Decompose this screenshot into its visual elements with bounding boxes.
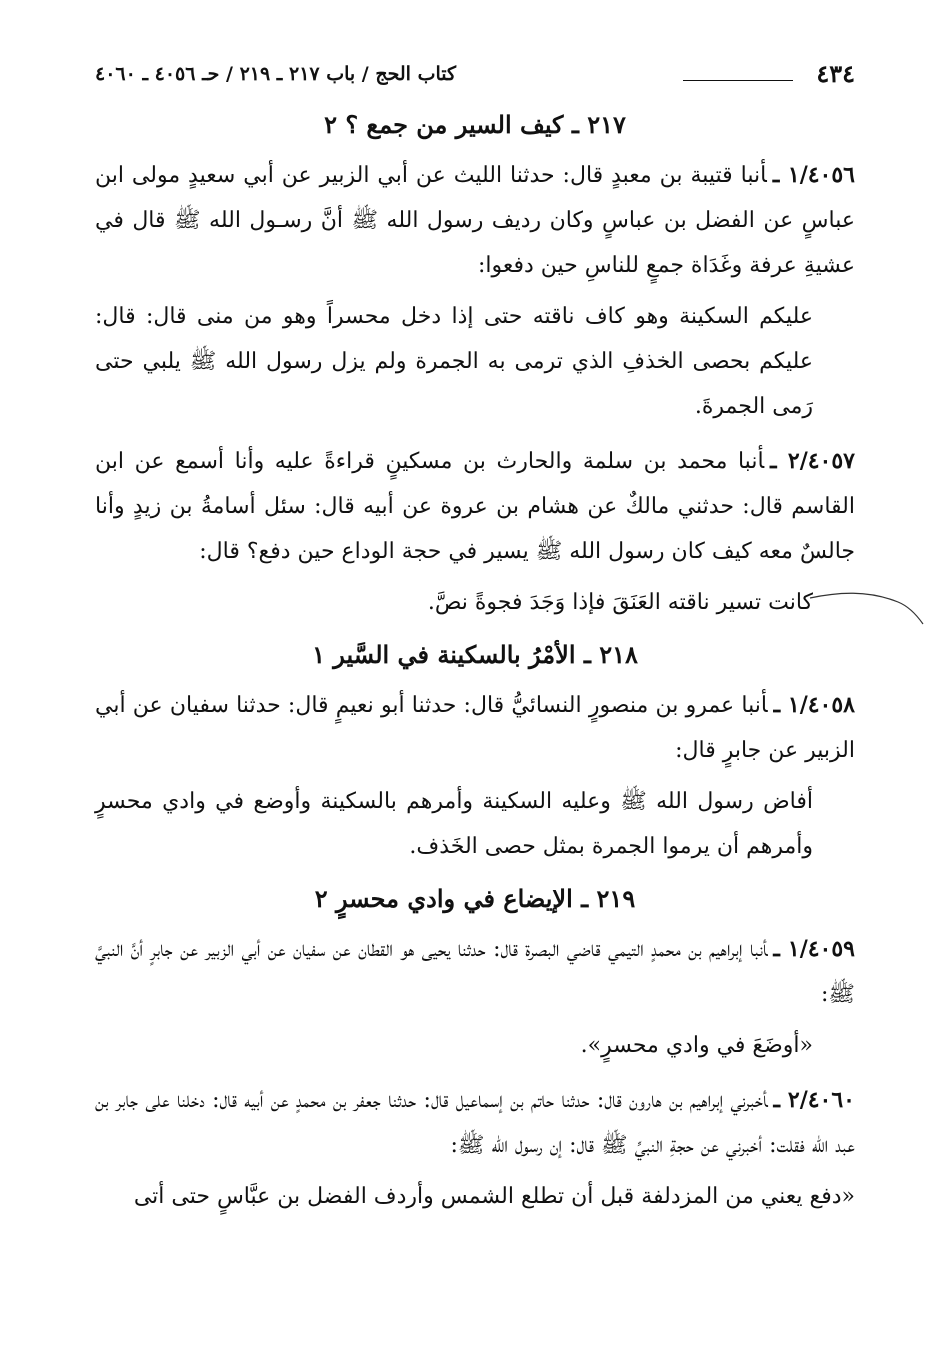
chapter-heading-218: ٢١٨ ـ الأمْرُ بالسكينة في السَّير ١ <box>312 640 638 669</box>
hadith-4057-matn: كانت تسير ناقته العَنَقَ فإذا وَجَدَ فجوةً نصَّ. <box>427 590 813 615</box>
hadith-4060-isnad <box>95 1078 855 1168</box>
isnad-text: أنبا محمد بن سلمة والحارث بن مسكينٍ قراءةً عليه وأنا أسمع عن ابن القاسم قال: حدثني مالكٌ عن هشام بن عروة عن أبيه قال: سئل أسامةُ بن زيدٍ وأنا جالسٌ معه كيف كان رسول الله ﷺ يسير في حجة الوداع حين دفع؟ قال: <box>95 449 855 564</box>
hadith-number: ١/٤٠٥٦ ـ <box>772 162 855 188</box>
hadith-4056-matn: عليكم السكينة وهو كاف ناقته حتى إذا دخل محسراً وهو من منى قال: قال: عليكم بحصى الخذفِ الذي ترمى به الجمرة ولم يزل رسول الله ﷺ يلبي حتى رَمى الجمرةَ. <box>95 304 813 419</box>
hadith-4056-isnad <box>95 153 855 288</box>
header-rule <box>683 80 793 81</box>
page-number: ٤٣٤ <box>816 59 855 88</box>
hadith-number: ٢/٤٠٥٧ ـ <box>770 448 855 474</box>
running-header <box>95 58 855 98</box>
hadith-number: ٢/٤٠٦٠ ـ <box>773 1087 855 1113</box>
hadith-4057-isnad <box>95 439 855 574</box>
chapter-heading-219: ٢١٩ ـ الإيضاع في وادي محسرٍ ٢ <box>314 884 636 913</box>
hadith-4058-isnad <box>95 683 855 773</box>
page-body <box>95 105 855 1229</box>
isnad-text: أخبرني إبراهيم بن هارون قال: حدثنا حاتم بن إسماعيل قال: حدثنا جعفر بن محمدٍ عن أبيه قال: دخلنا على جابر بن عبد الله فقلت: أخبرني عن حجةِ النبيِّ ﷺ قال: إن رسول الله ﷺ: <box>95 1088 855 1158</box>
isnad-text: أنبا عمرو بن منصورٍ النسائيُّ قال: حدثنا أبو نعيمٍ قال: حدثنا سفيان عن أبي الزبير عن جابرٍ قال: <box>95 693 855 763</box>
running-title: كتاب الحج / باب ٢١٧ ـ ٢١٩ / حـ ٤٠٥٦ ـ ٤٠٦٠ <box>95 63 457 85</box>
isnad-text: أنبا قتيبة بن معبدٍ قال: حدثنا الليث عن أبي الزبير عن أبي سعيدٍ مولى ابن عباسٍ عن الفضل بن عباسٍ وكان رديف رسول الله ﷺ أنَّ رسـول الله ﷺ قال في عشيةِ عرفة وغَدَاة جمعٍ للناسِ حين دفعوا: <box>95 163 855 278</box>
hadith-4059-matn: «أوضَعَ في وادي محسرٍ». <box>580 1033 813 1058</box>
chapter-heading-217: ٢١٧ ـ كيف السير من جمع ؟ ٢ <box>324 110 626 139</box>
hadith-number: ١/٤٠٥٨ ـ <box>773 692 855 718</box>
isnad-text: أنبا إبراهيم بن محمدٍ التيمي قاضي البصرة قال: حدثنا يحيى هو القطان عن سفيان عن أبي الزبير عن جابرٍ أنَّ النبيَّ ﷺ: <box>95 937 855 1007</box>
hadith-4059-isnad <box>95 927 855 1017</box>
hadith-number: ١/٤٠٥٩ ـ <box>773 936 855 962</box>
hadith-4058-matn: أفاض رسول الله ﷺ وعليه السكينة وأمرهم بالسكينة وأوضع في وادي محسرٍ وأمرهم أن يرموا الجمرة بمثل حصى الخَذف. <box>95 789 813 859</box>
hadith-4060-matn: «دفع يعني من المزدلفة قبل أن تطلع الشمس وأردف الفضل بن عبَّاسٍ حتى أتى <box>133 1184 855 1209</box>
